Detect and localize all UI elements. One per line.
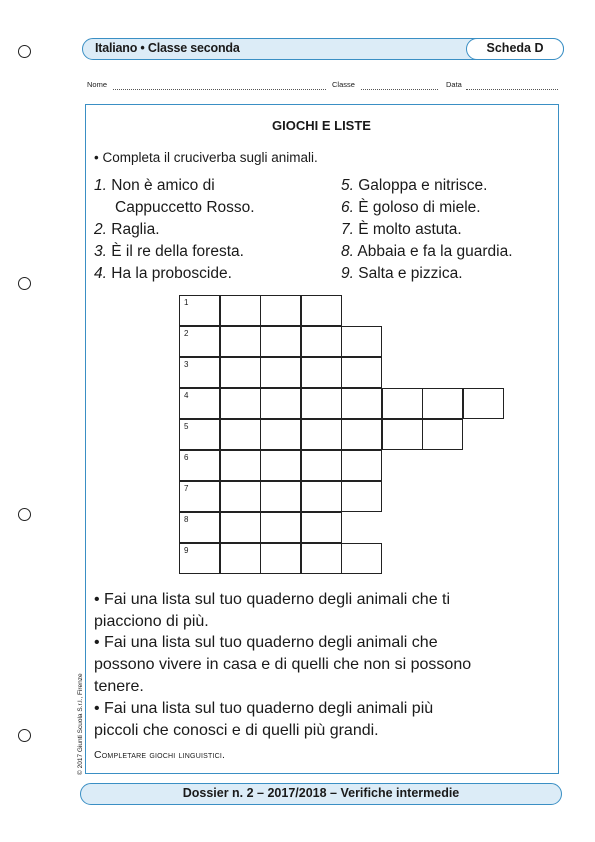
crossword-cell[interactable] <box>301 419 342 450</box>
crossword-start-cell[interactable] <box>179 512 220 543</box>
crossword-cell[interactable] <box>260 295 301 326</box>
crossword-cell[interactable] <box>422 388 463 419</box>
crossword-cell[interactable] <box>382 388 423 419</box>
crossword-cell[interactable] <box>220 419 261 450</box>
binder-hole <box>18 277 31 290</box>
crossword-cell[interactable] <box>301 326 342 357</box>
crossword-cell[interactable] <box>341 543 382 574</box>
crossword-cell[interactable] <box>463 388 504 419</box>
crossword-cell[interactable] <box>301 481 342 512</box>
crossword-cell[interactable] <box>341 326 382 357</box>
bullet-1: • Fai una lista sul tuo quaderno degli animali che ti piacciono di più. <box>94 591 451 630</box>
header-bar <box>82 38 564 60</box>
crossword-start-cell[interactable] <box>179 543 220 574</box>
classe-field[interactable] <box>361 89 438 90</box>
clue-8: 8. Abbaia e fa la guardia. <box>341 243 513 260</box>
crossword-cell[interactable] <box>301 357 342 388</box>
subject-title: Italiano • Classe seconda <box>95 41 240 55</box>
crossword-cell[interactable] <box>341 388 382 419</box>
nome-field[interactable] <box>113 89 326 90</box>
crossword-cell[interactable] <box>220 543 261 574</box>
clue-5: 5. Galoppa e nitrisce. <box>341 177 488 194</box>
clue-2: 2. Raglia. <box>94 221 160 238</box>
crossword-cell[interactable] <box>220 512 261 543</box>
crossword-cell[interactable] <box>260 450 301 481</box>
crossword-cell[interactable] <box>260 481 301 512</box>
crossword-cell[interactable] <box>382 419 423 450</box>
crossword-cell[interactable] <box>301 295 342 326</box>
data-field[interactable] <box>466 89 558 90</box>
crossword-start-cell[interactable] <box>179 295 220 326</box>
clue-9: 9. Salta e pizzica. <box>341 265 463 282</box>
crossword-cell[interactable] <box>341 357 382 388</box>
crossword-cell[interactable] <box>301 512 342 543</box>
crossword-cell[interactable] <box>260 543 301 574</box>
bullet-2: • Fai una lista sul tuo quaderno degli animali che possono vivere in casa e di quelli che non si possono tenere. <box>94 634 472 695</box>
crossword-start-cell[interactable] <box>179 419 220 450</box>
clue-1: 1. Non è amico di Cappuccetto Rosso. <box>94 177 255 216</box>
scheda-label: Scheda D <box>466 38 564 60</box>
crossword-row-number: 3 <box>184 360 189 369</box>
crossword-cell[interactable] <box>260 419 301 450</box>
crossword-cell[interactable] <box>220 481 261 512</box>
footer-bar: Dossier n. 2 – 2017/2018 – Verifiche intermedie <box>80 783 562 805</box>
crossword-cell[interactable] <box>260 512 301 543</box>
crossword-start-cell[interactable] <box>179 388 220 419</box>
copyright-text: © 2017 Giunti Scuola S.r.l., Firenze <box>77 673 84 775</box>
crossword-cell[interactable] <box>260 326 301 357</box>
crossword-row-number: 2 <box>184 329 189 338</box>
crossword-cell[interactable] <box>220 357 261 388</box>
crossword-cell[interactable] <box>260 357 301 388</box>
crossword-cell[interactable] <box>260 388 301 419</box>
data-label: Data <box>446 80 462 89</box>
crossword-row-number: 5 <box>184 422 189 431</box>
binder-hole <box>18 508 31 521</box>
crossword-start-cell[interactable] <box>179 357 220 388</box>
crossword-cell[interactable] <box>341 450 382 481</box>
crossword-cell[interactable] <box>422 419 463 450</box>
nome-label: Nome <box>87 80 108 89</box>
crossword-row-number: 9 <box>184 546 189 555</box>
binder-hole <box>18 45 31 58</box>
crossword-cell[interactable] <box>220 326 261 357</box>
crossword-row-number: 6 <box>184 453 189 462</box>
crossword-start-cell[interactable] <box>179 450 220 481</box>
crossword-cell[interactable] <box>301 450 342 481</box>
section-title: GIOCHI E LISTE <box>272 118 371 133</box>
crossword-cell[interactable] <box>301 543 342 574</box>
crossword-cell[interactable] <box>220 295 261 326</box>
crossword-cell[interactable] <box>341 419 382 450</box>
crossword-start-cell[interactable] <box>179 481 220 512</box>
crossword-cell[interactable] <box>220 450 261 481</box>
binder-hole <box>18 729 31 742</box>
crossword-row-number: 7 <box>184 484 189 493</box>
clue-4: 4. Ha la proboscide. <box>94 265 232 282</box>
classe-label: Classe <box>332 80 355 89</box>
crossword-cell[interactable] <box>220 388 261 419</box>
clue-6: 6. È goloso di miele. <box>341 199 481 216</box>
bullet-3: • Fai una lista sul tuo quaderno degli animali più piccoli che conosci e di quelli più grandi. <box>94 700 434 739</box>
crossword-cell[interactable] <box>341 481 382 512</box>
clue-7: 7. È molto astuta. <box>341 221 462 238</box>
credit-text: Completare giochi linguistici. <box>94 749 226 761</box>
crossword-row-number: 1 <box>184 298 189 307</box>
crossword-row-number: 4 <box>184 391 189 400</box>
crossword-cell[interactable] <box>301 388 342 419</box>
crossword-start-cell[interactable] <box>179 326 220 357</box>
instruction: • Completa il cruciverba sugli animali. <box>94 150 318 165</box>
clue-3: 3. È il re della foresta. <box>94 243 244 260</box>
crossword-row-number: 8 <box>184 515 189 524</box>
